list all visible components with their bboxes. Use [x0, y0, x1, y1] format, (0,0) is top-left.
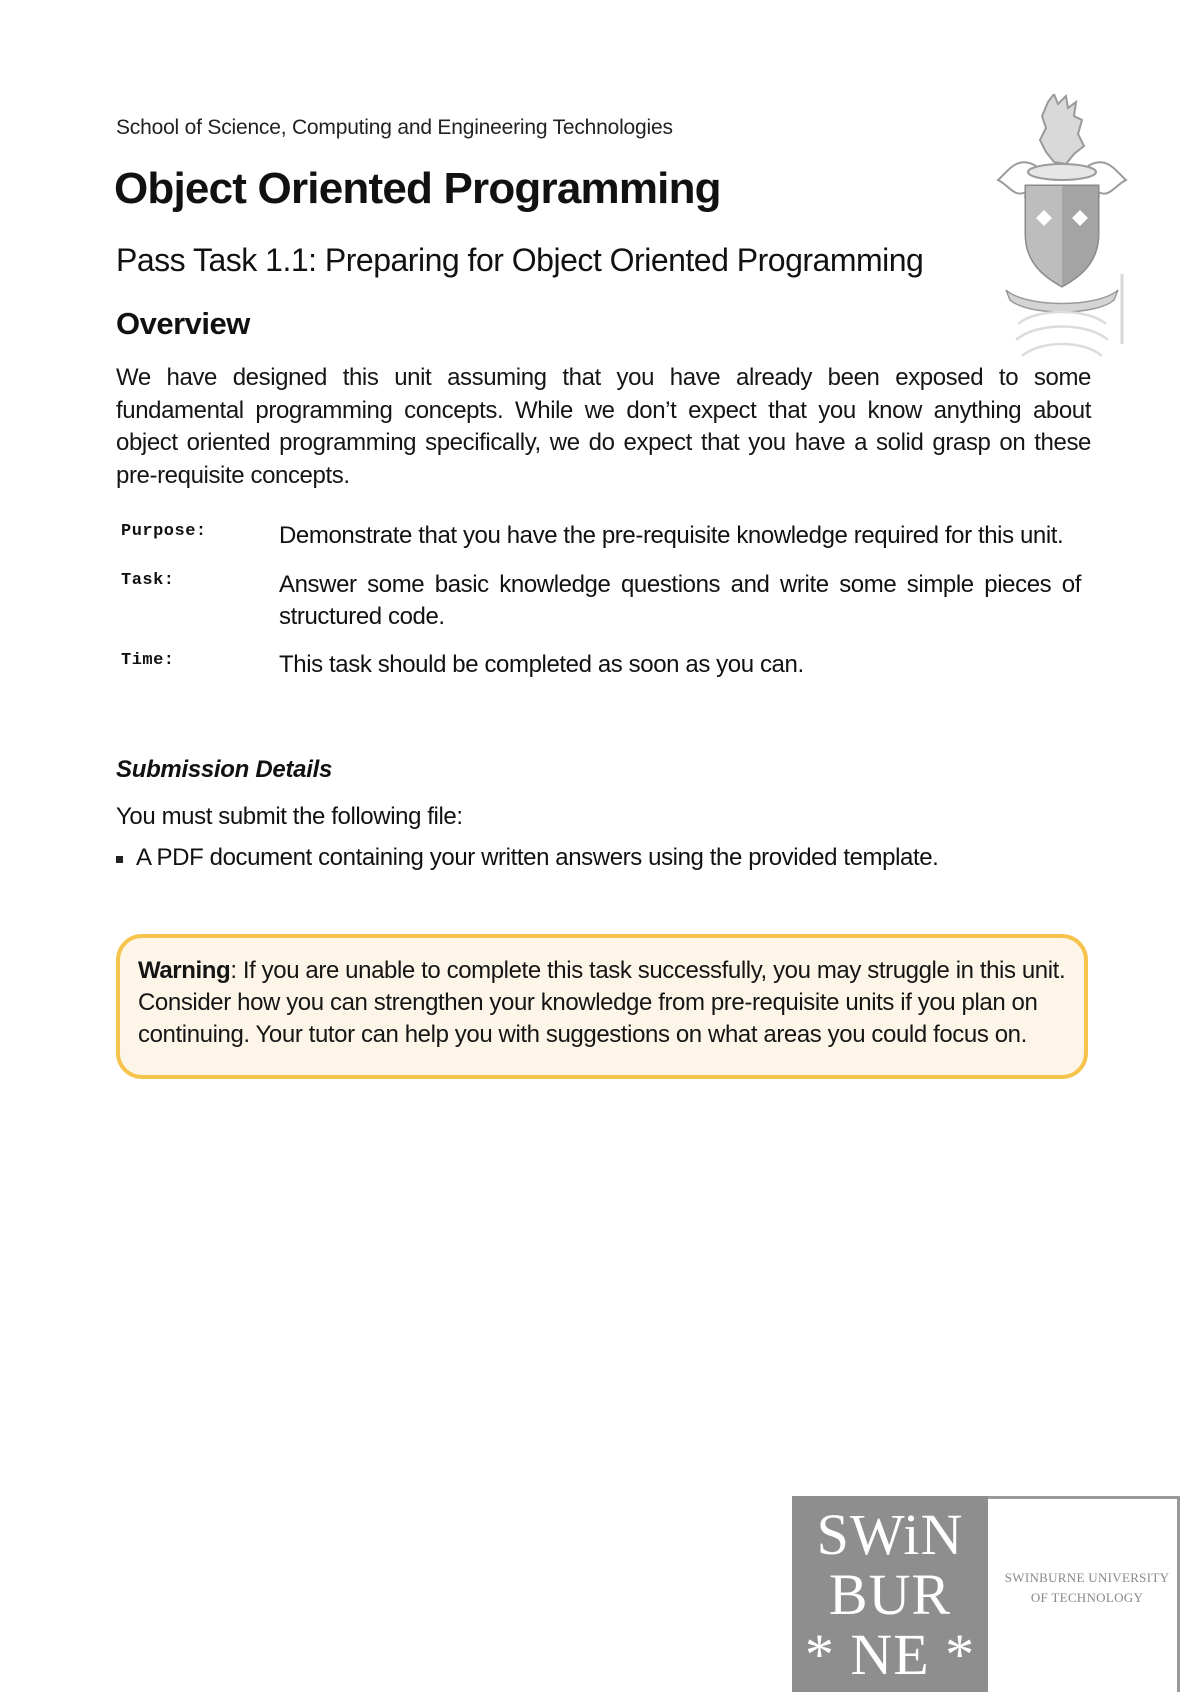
time-label: Time:: [121, 651, 175, 670]
logo-line-1: SWiN: [816, 1502, 964, 1567]
logo-wordmark: [792, 1496, 988, 1692]
swinburne-logo: [792, 1496, 1182, 1692]
purpose-row: [121, 520, 1081, 552]
overview-heading: Overview: [116, 306, 250, 341]
logo-name-line-1: SWINBURNE UNIVERSITY: [1004, 1570, 1170, 1585]
submission-intro: You must submit the following file:: [116, 803, 463, 830]
warning-label: Warning: [138, 957, 231, 984]
submission-list: [116, 844, 938, 872]
warning-text: : If you are unable to complete this task successfully, you may struggle in this unit. Consider how you can strengthen your knowledge from pre-requisite units if you plan on continuing. Your tutor can help you with suggestions on what areas you could focus on.: [138, 957, 1066, 1048]
purpose-value: Demonstrate that you have the pre-requisite knowledge required for this unit.: [279, 522, 1064, 549]
task-subtitle: Pass Task 1.1: Preparing for Object Oriented Programming: [116, 242, 924, 278]
purpose-label: Purpose:: [121, 522, 207, 541]
university-crest-icon: [996, 94, 1128, 364]
logo-name-line-2: OF TECHNOLOGY: [1030, 1590, 1144, 1605]
logo-line-3: * NE *: [804, 1622, 976, 1687]
time-value: This task should be completed as soon as you can.: [279, 651, 804, 678]
list-item: A PDF document containing your written answers using the provided template.: [116, 844, 938, 872]
logo-university-name: [1002, 1568, 1172, 1608]
task-value: Answer some basic knowledge questions and write some simple pieces of structured code.: [279, 571, 1081, 630]
warning-callout: [116, 934, 1088, 1079]
overview-paragraph: We have designed this unit assuming that you have already been exposed to some fundamental programming concepts. While we don’t expect that you know anything about object oriented programming specifically, we do expect that you have a solid grasp on these pre-requisite concepts.: [116, 364, 1091, 489]
logo-line-2: BUR: [828, 1562, 952, 1627]
submission-heading: Submission Details: [116, 756, 332, 783]
school-name: School of Science, Computing and Engineering Technologies: [116, 116, 673, 139]
task-label: Task:: [121, 571, 175, 590]
page-title: Object Oriented Programming: [114, 164, 721, 213]
time-row: [121, 649, 1081, 681]
task-row: [121, 569, 1081, 633]
